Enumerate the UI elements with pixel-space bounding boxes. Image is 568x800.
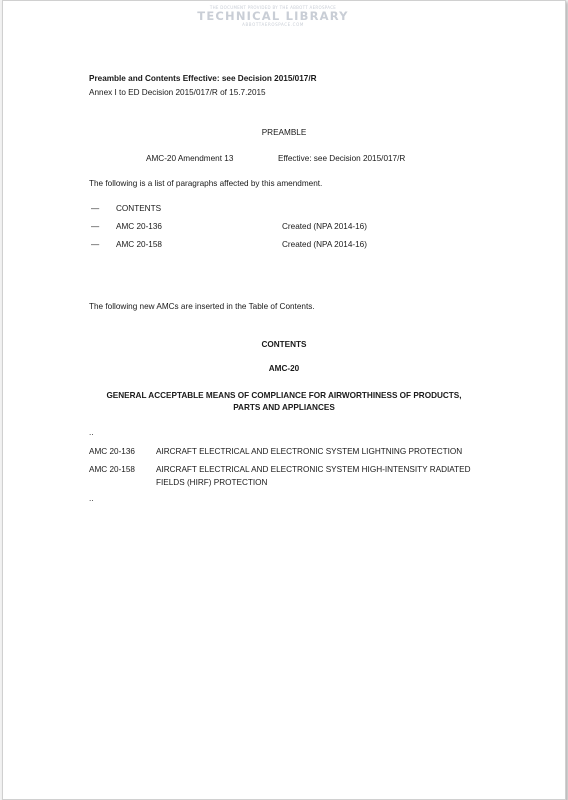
contents-subheading: AMC-20 xyxy=(268,364,300,373)
effective-label: Effective: see Decision 2015/017/R xyxy=(278,154,406,163)
list-item-label: AMC 20-158 xyxy=(116,240,162,249)
ellipsis-top: .. xyxy=(89,428,94,437)
list-item-label: CONTENTS xyxy=(116,204,162,213)
watermark-url: ABBOTTAEROSPACE.COM xyxy=(242,22,304,27)
list-item-label: AMC 20-136 xyxy=(116,222,162,231)
new-amcs-intro: The following new AMCs are inserted in the Table of Contents. xyxy=(89,302,315,311)
contents-title-line-1: GENERAL ACCEPTABLE MEANS OF COMPLIANCE FOR AIRWORTHINESS OF PRODUCTS, xyxy=(106,391,462,400)
amendment-label: AMC-20 Amendment 13 xyxy=(146,154,234,163)
entry-code: AMC 20-158 xyxy=(89,465,135,474)
list-dash: — xyxy=(91,240,100,249)
list-dash: — xyxy=(91,204,100,213)
list-item-status: Created (NPA 2014-16) xyxy=(282,222,367,231)
contents-heading: CONTENTS xyxy=(261,340,307,349)
entry-code: AMC 20-136 xyxy=(89,447,135,456)
preamble-heading: PREAMBLE xyxy=(261,128,307,137)
technical-library-watermark xyxy=(193,5,353,27)
list-item-status: Created (NPA 2014-16) xyxy=(282,240,367,249)
entry-title: AIRCRAFT ELECTRICAL AND ELECTRONIC SYSTEM HIGH-INTENSITY RADIATED xyxy=(156,465,471,474)
ellipsis-bottom: .. xyxy=(89,494,94,503)
header-line-2: Annex I to ED Decision 2015/017/R of 15.7.2015 xyxy=(89,88,266,97)
affected-intro: The following is a list of paragraphs affected by this amendment. xyxy=(89,179,323,188)
list-dash: — xyxy=(91,222,100,231)
entry-title-continued: FIELDS (HIRF) PROTECTION xyxy=(156,478,268,487)
document-page xyxy=(2,0,566,800)
header-line-1: Preamble and Contents Effective: see Decision 2015/017/R xyxy=(89,74,317,83)
watermark-top-line: THE DOCUMENT PROVIDED BY THE ABBOTT AEROSPACE xyxy=(209,5,337,10)
watermark-title: TECHNICAL LIBRARY xyxy=(197,9,349,23)
entry-title: AIRCRAFT ELECTRICAL AND ELECTRONIC SYSTEM LIGHTNING PROTECTION xyxy=(156,447,463,456)
contents-title-line-2: PARTS AND APPLIANCES xyxy=(233,403,335,412)
